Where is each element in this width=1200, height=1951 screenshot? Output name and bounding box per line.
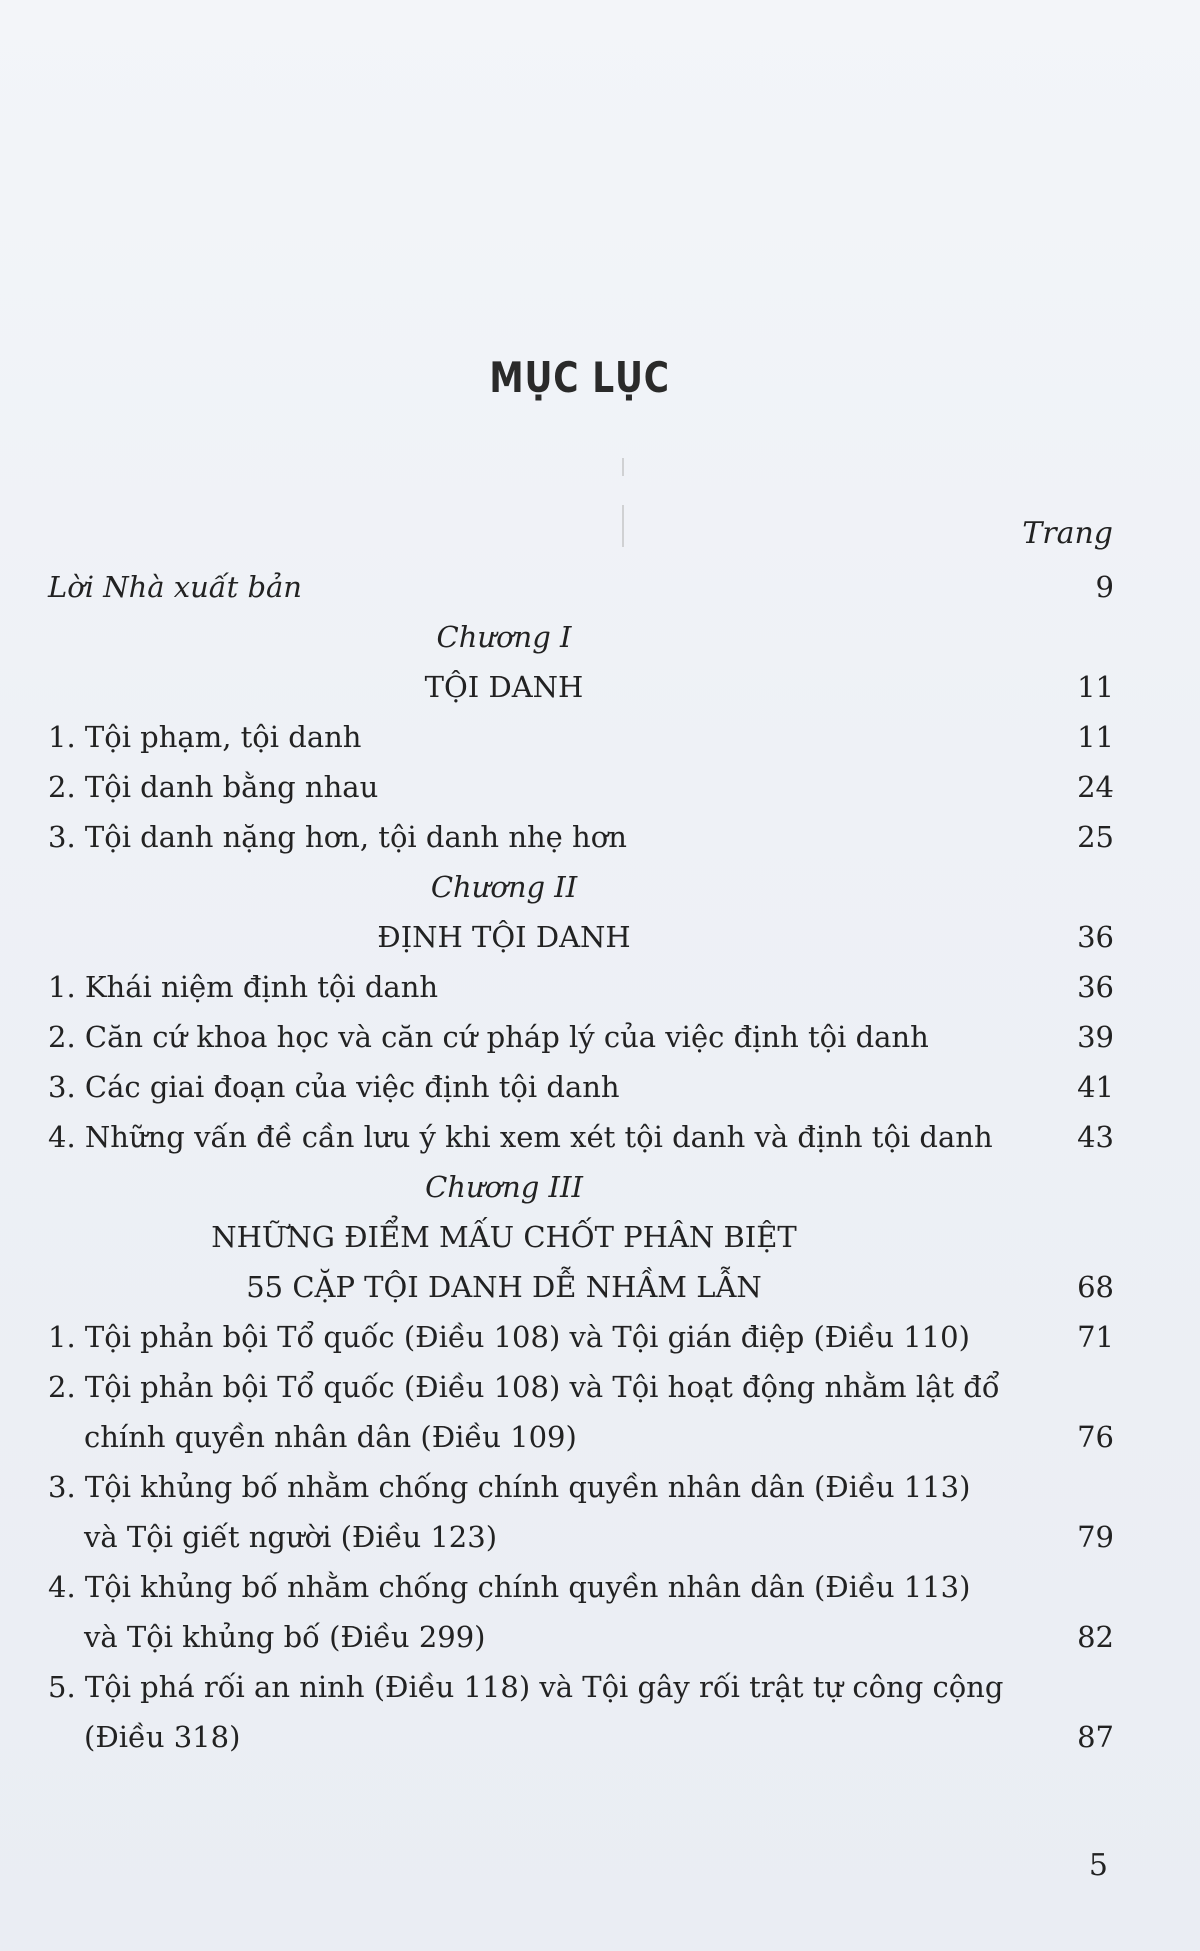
toc-entry-page: 36 — [1077, 970, 1114, 1004]
toc-entry-text: 2. Tội phản bội Tổ quốc (Điều 108) và Tội hoạt động nhằm lật đổ — [48, 1370, 1000, 1404]
chapter-heading — [48, 912, 1114, 962]
toc-entry-continuation — [48, 1612, 1114, 1662]
toc-entry-text: 4. Tội khủng bố nhằm chống chính quyền nhân dân (Điều 113) — [48, 1570, 971, 1604]
toc-entry-page: 43 — [1077, 1120, 1114, 1154]
chapter-heading-text: TỘI DANH — [424, 670, 584, 704]
toc-entry-page: 41 — [1077, 1070, 1114, 1104]
toc-entry — [48, 712, 1114, 762]
toc-entry — [48, 1462, 1114, 1512]
chapter-label-text: Chương II — [430, 870, 578, 904]
toc-entry-text: và Tội giết người (Điều 123) — [84, 1520, 498, 1554]
toc-entry-continuation — [48, 1512, 1114, 1562]
toc-entry-text: 2. Tội danh bằng nhau — [48, 770, 379, 804]
toc-entry — [48, 812, 1114, 862]
toc-entry-page: 71 — [1077, 1320, 1114, 1354]
toc-entry-page: 82 — [1077, 1620, 1114, 1654]
toc-entry-page: 11 — [1077, 670, 1114, 704]
chapter-heading-text: ĐỊNH TỘI DANH — [377, 920, 631, 954]
toc-entry-page: 25 — [1077, 820, 1114, 854]
chapter-label-text: Chương I — [436, 620, 572, 654]
toc-entry-text: 5. Tội phá rối an ninh (Điều 118) và Tội gây rối trật tự công cộng — [48, 1670, 1004, 1704]
chapter-label-text: Chương III — [425, 1170, 583, 1204]
toc-entry-page: 39 — [1077, 1020, 1114, 1054]
toc-entry-continuation — [48, 1412, 1114, 1462]
paper-speck — [622, 505, 624, 547]
toc-entry — [48, 762, 1114, 812]
toc-entry-text: chính quyền nhân dân (Điều 109) — [84, 1420, 577, 1454]
toc-entry-text: và Tội khủng bố (Điều 299) — [84, 1620, 486, 1654]
toc-entry-text: (Điều 318) — [84, 1720, 241, 1754]
toc-entry-page: 68 — [1077, 1270, 1114, 1304]
toc-entry-page: 24 — [1077, 770, 1114, 804]
toc-entry — [48, 962, 1114, 1012]
toc-entry — [48, 1562, 1114, 1612]
page-column-label: Trang — [1022, 516, 1113, 551]
toc-entry-text: 3. Tội danh nặng hơn, tội danh nhẹ hơn — [48, 820, 627, 854]
toc-entry-text: 2. Căn cứ khoa học và căn cứ pháp lý của việc định tội danh — [48, 1020, 929, 1054]
toc-entry — [48, 562, 1114, 612]
toc-entry-page: 11 — [1077, 720, 1114, 754]
toc-entry-page: 87 — [1077, 1720, 1114, 1754]
toc-entry-text: 3. Các giai đoạn của việc định tội danh — [48, 1070, 620, 1104]
table-of-contents — [48, 562, 1114, 1762]
toc-entry — [48, 1112, 1114, 1162]
toc-entry-page: 36 — [1077, 920, 1114, 954]
page-number: 5 — [1088, 1848, 1108, 1883]
toc-entry-page: 9 — [1095, 570, 1114, 604]
toc-entry-page: 79 — [1077, 1520, 1114, 1554]
toc-entry-text: 1. Tội phạm, tội danh — [48, 720, 362, 754]
toc-entry — [48, 1312, 1114, 1362]
chapter-heading — [48, 1262, 1114, 1312]
chapter-heading-text: NHỮNG ĐIỂM MẤU CHỐT PHÂN BIỆT — [211, 1220, 797, 1254]
paper-speck — [622, 458, 624, 476]
toc-entry — [48, 1362, 1114, 1412]
toc-entry-text: 4. Những vấn đề cần lưu ý khi xem xét tội danh và định tội danh — [48, 1120, 993, 1154]
chapter-heading-text: 55 CẶP TỘI DANH DỄ NHẦM LẪN — [246, 1270, 762, 1304]
toc-entry-text: 1. Khái niệm định tội danh — [48, 970, 439, 1004]
toc-entry-continuation — [48, 1712, 1114, 1762]
toc-entry-text: 1. Tội phản bội Tổ quốc (Điều 108) và Tội gián điệp (Điều 110) — [48, 1320, 970, 1354]
chapter-heading — [48, 1212, 1114, 1262]
toc-entry-page: 76 — [1077, 1420, 1114, 1454]
page-title: MỤC LỤC — [489, 353, 670, 402]
toc-entry — [48, 1662, 1114, 1712]
chapter-label — [48, 1162, 1114, 1212]
chapter-heading — [48, 662, 1114, 712]
toc-entry-text: 3. Tội khủng bố nhằm chống chính quyền nhân dân (Điều 113) — [48, 1470, 971, 1504]
toc-entry — [48, 1062, 1114, 1112]
chapter-label — [48, 862, 1114, 912]
chapter-label — [48, 612, 1114, 662]
toc-entry-text: Lời Nhà xuất bản — [48, 570, 302, 604]
toc-entry — [48, 1012, 1114, 1062]
